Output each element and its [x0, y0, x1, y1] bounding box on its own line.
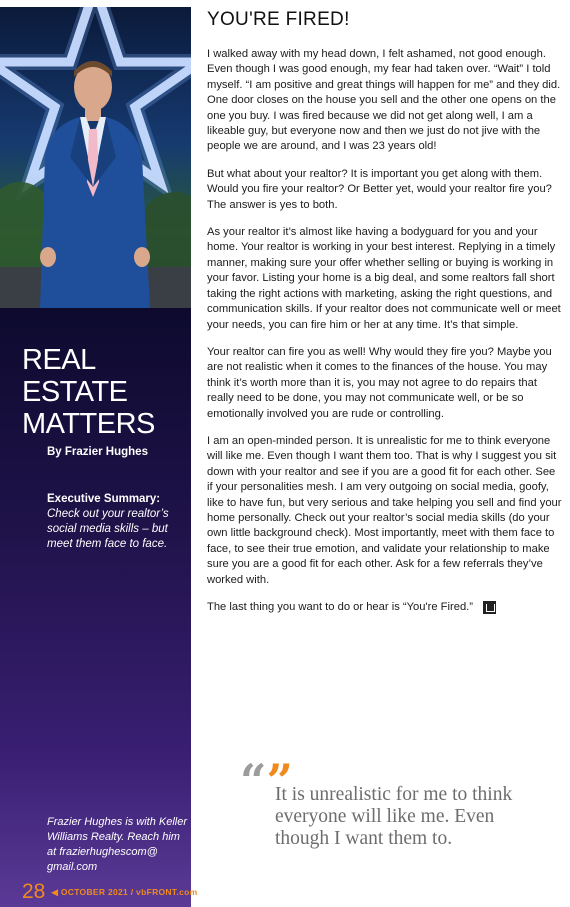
end-of-article-icon [483, 601, 496, 614]
article-paragraph: I walked away with my head down, I felt ashamed, not good enough. Even though I was good enough, my fear had taken over. “Wait” I told myself. “I am positive and great things will happen for me” and they did. One door closes on the house you sell and the other one opens on the one you buy. I was fired because we did not get along well, I am a likeable guy, but everyone now and then we just do not jive with the people we are around, and I was 23 years old! [207, 48, 561, 153]
closing-text: The last thing you want to do or hear is “You're Fired.” [207, 601, 474, 613]
series-title: REAL ESTATE MATTERS [22, 344, 155, 440]
open-quote-mark: “ [240, 754, 267, 808]
closing-line [207, 600, 562, 615]
close-quote-mark: ” [266, 754, 293, 808]
article-paragraph: But what about your realtor? It is important you get along with them. Would you fire your realtor? Or Better yet, would your realtor fire you? The answer is yes to both. [207, 167, 552, 211]
article-body [207, 7, 562, 615]
summary-text: Check out your realtor’s social media skills – but meet them face to face. [47, 508, 169, 550]
author-portrait-icon [0, 7, 191, 308]
article-paragraph: I am an open-minded person. It is unrealistic for me to think everyone will like me. Even though I want them too. That is why I suggest you sit down with your realtor and see if you are a good fit for each other. See if your personalities mesh. I am very outgoing on social media, goofy, like to have fun, but very serious and take helping you sell and find your home personally. Check out your realtor’s social media skills (do your own little background check). Most importantly, meet with them face to face, to see their true emotion, and validate your relationship to make sure you are a good fit for each other. Ask for a few referrals they’ve worked with. [207, 434, 562, 586]
article-title: YOU'RE FIRED! [207, 9, 350, 30]
byline: By Frazier Hughes [47, 446, 148, 458]
issue-info: ◀ OCTOBER 2021 / vbFRONT.com [51, 886, 198, 897]
pull-quote-text: It is unrealistic for me to think everyone will like me. Even though I want them to. [275, 784, 513, 849]
author-photo [0, 7, 191, 308]
summary-label: Executive Summary: [47, 493, 161, 505]
article-paragraph: As your realtor it’s almost like having a bodyguard for you and your home. Your realtor is working in your best interest. Replying in a timely manner, making sure your offer whether selling or buying is working in your favor. Listing your home is a big deal, and some realtors fall short taking the right actions with marketing, asking the right questions, and communication skills. If your realtor does not communicate well or meet your needs, you can fire him or her at any time. It’s that simple. [207, 226, 561, 331]
executive-summary [47, 492, 182, 552]
sidebar-panel [0, 308, 191, 907]
page-number: 28 [22, 880, 46, 903]
page-footer [22, 880, 197, 904]
article-paragraph: Your realtor can fire you as well! Why would they fire you? Maybe you are not realistic when it comes to the finances of the house. You may think it’s worth more than it is, you may not agree to do repairs that really need to be done, you may not communicate well, or be so emotionally involved you are rude or controlling. [207, 345, 552, 420]
author-bio: Frazier Hughes is with Keller Williams Realty. Reach him at frazierhughescom@ gmail.com [47, 816, 187, 873]
